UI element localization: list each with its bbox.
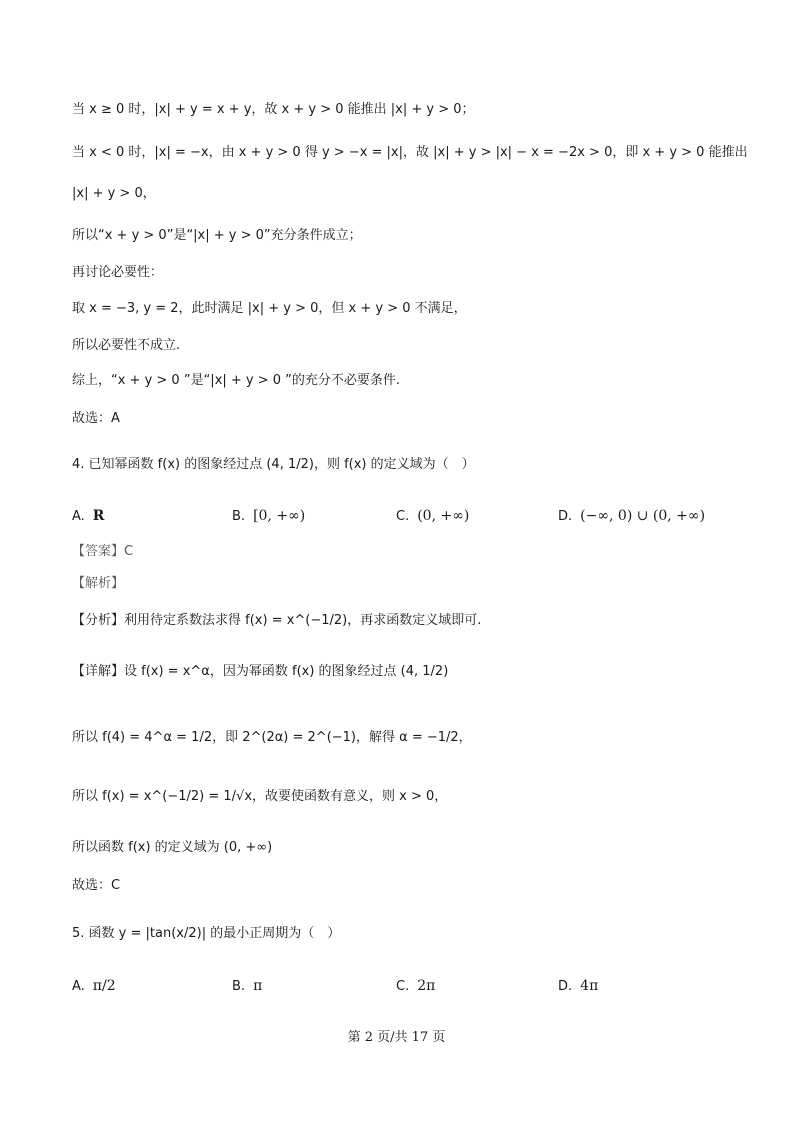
q5-option-b bbox=[232, 976, 262, 997]
text-line-case-nonneg: 当 x ≥ 0 时，|x| + y = x + y，故 x + y > 0 能推出 |x| + y > 0； bbox=[72, 102, 475, 117]
answer-tag: 【答案】C bbox=[72, 544, 134, 559]
text-line-not-necessary: 所以必要性不成立. bbox=[72, 338, 181, 353]
option-letter: C. bbox=[396, 509, 410, 524]
option-letter: D. bbox=[558, 979, 573, 994]
text-line-choice-c: 故选：C bbox=[72, 878, 121, 893]
text-line-case-neg: 当 x < 0 时，|x| = −x，由 x + y > 0 得 y > −x = |x|，故 |x| + y > |x| − x = −2x > 0，即 x + y > 0 能推出 bbox=[72, 145, 748, 160]
text-line-conclusion: 综上，“x + y > 0 ”是“|x| + y > 0 ”的充分不必要条件. bbox=[72, 373, 401, 388]
option-letter: D. bbox=[558, 509, 573, 524]
solution-step-2: 所以 f(x) = x^(−1/2) = 1/√x，故要使函数有意义，则 x > 0， bbox=[72, 789, 448, 804]
detailed-solution: 【详解】设 f(x) = x^α，因为幂函数 f(x) 的图象经过点 (4, 1/2) bbox=[72, 664, 449, 679]
option-value: (0, +∞) bbox=[417, 508, 470, 524]
q5-option-a bbox=[72, 976, 116, 997]
option-letter: B. bbox=[232, 979, 246, 994]
q5-option-d bbox=[558, 976, 598, 997]
question-4-stem: 4. 已知幂函数 f(x) 的图象经过点 (4, 1/2)，则 f(x) 的定义域为（ ） bbox=[72, 457, 475, 472]
option-value: π/2 bbox=[92, 978, 116, 994]
option-value: π bbox=[253, 978, 263, 994]
q4-option-c bbox=[396, 506, 469, 527]
text-line-sufficient: 所以“x + y > 0”是“|x| + y > 0”充分条件成立； bbox=[72, 228, 362, 243]
option-letter: B. bbox=[232, 509, 246, 524]
q4-option-b bbox=[232, 506, 305, 527]
text-line-choice-a: 故选：A bbox=[72, 411, 120, 426]
option-value: 4π bbox=[580, 978, 599, 994]
option-letter: A. bbox=[72, 509, 85, 524]
q4-option-a bbox=[72, 506, 104, 527]
text-line-counterexample: 取 x = −3, y = 2，此时满足 |x| + y > 0，但 x + y > 0 不满足， bbox=[72, 301, 467, 316]
page-footer: 第 2 页/共 17 页 bbox=[347, 1030, 446, 1045]
question-5-stem: 5. 函数 y = |tan(x/2)| 的最小正周期为（ ） bbox=[72, 926, 341, 941]
solution-step-1: 所以 f(4) = 4^α = 1/2，即 2^(2α) = 2^(−1)，解得 α = −1/2， bbox=[72, 730, 472, 745]
analysis-summary: 【分析】利用待定系数法求得 f(x) = x^(−1/2)，再求函数定义域即可. bbox=[72, 613, 482, 628]
solution-step-3: 所以函数 f(x) 的定义域为 (0, +∞) bbox=[72, 840, 273, 855]
option-value: R bbox=[92, 508, 105, 524]
analysis-tag: 【解析】 bbox=[72, 576, 125, 591]
option-letter: C. bbox=[396, 979, 410, 994]
option-value: 2π bbox=[417, 978, 436, 994]
option-value: (−∞, 0) ∪ (0, +∞) bbox=[580, 508, 706, 524]
text-line-necessity-head: 再讨论必要性： bbox=[72, 265, 164, 280]
q4-option-d bbox=[558, 506, 705, 527]
q5-option-c bbox=[396, 976, 435, 997]
option-letter: A. bbox=[72, 979, 85, 994]
text-line-case-neg-cont: |x| + y > 0， bbox=[72, 186, 156, 201]
option-value: [0, +∞) bbox=[253, 508, 306, 524]
